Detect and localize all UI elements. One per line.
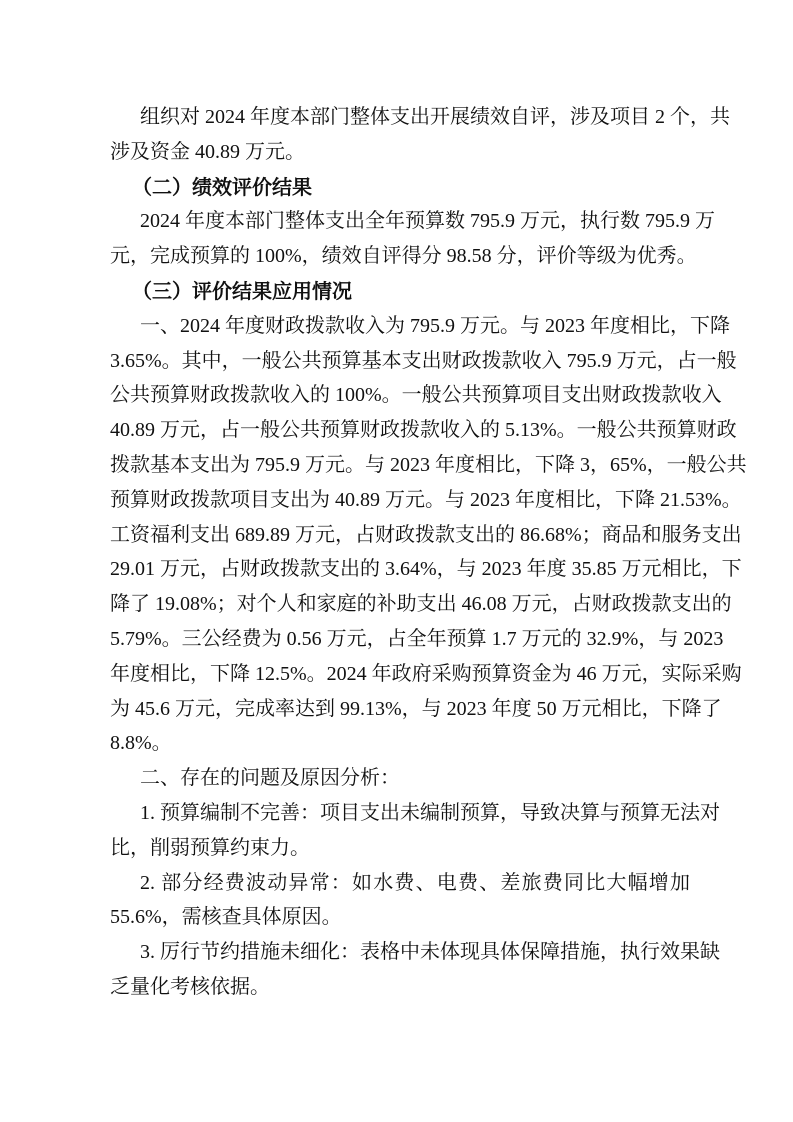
paragraph — [110, 204, 715, 274]
text-line: （三）评价结果应用情况 — [132, 278, 352, 303]
paragraph — [110, 100, 730, 170]
section-heading — [110, 170, 690, 205]
text-line: 8.8%。 — [110, 732, 172, 755]
text-line: 一、2024 年度财政拨款收入为 795.9 万元。与 2023 年度相比，下降 — [140, 314, 730, 337]
paragraph — [110, 866, 690, 936]
text-line: 组织对 2024 年度本部门整体支出开展绩效自评，涉及项目 2 个，共 — [140, 106, 730, 128]
text-line: 40.89 万元，占一般公共预算财政拨款收入的 5.13%。一般公共预算财政 — [110, 419, 737, 442]
text-line: 乏量化考核依据。 — [110, 975, 270, 998]
text-line: 拨款基本支出为 795.9 万元。与 2023 年度相比，下降 3，65%，一般公共 — [110, 453, 747, 476]
text-line: 为 45.6 万元，完成率达到 99.13%，与 2023 年度 50 万元相比，下降了 — [110, 697, 722, 720]
text-line: （二）绩效评价结果 — [132, 174, 312, 199]
paragraph — [110, 309, 747, 761]
text-line: 元，完成预算的 100%，绩效自评得分 98.58 分，评价等级为优秀。 — [110, 245, 697, 268]
text-line: 年度相比，下降 12.5%。2024 年政府采购预算资金为 46 万元，实际采购 — [110, 662, 742, 685]
text-line: 29.01 万元，占财政拨款支出的 3.64%，与 2023 年度 35.85 万元相比，下 — [110, 558, 742, 581]
text-line: 工资福利支出 689.89 万元，占财政拨款支出的 86.68%；商品和服务支出 — [110, 523, 742, 546]
text-line: 预算财政拨款项目支出为 40.89 万元。与 2023 年度相比，下降 21.53%。 — [110, 488, 742, 511]
text-line: 涉及资金 40.89 万元。 — [110, 140, 305, 163]
text-line: 1. 预算编制不完善：项目支出未编制预算，导致决算与预算无法对 — [140, 801, 720, 824]
text-line: 3.65%。其中，一般公共预算基本支出财政拨款收入 795.9 万元，占一般 — [110, 349, 737, 372]
text-line: 公共预算财政拨款收入的 100%。一般公共预算项目支出财政拨款收入 — [110, 384, 722, 407]
paragraph — [110, 761, 690, 796]
text-line: 2. 部分经费波动异常：如水费、电费、差旅费同比大幅增加 — [140, 871, 690, 894]
text-line: 5.79%。三公经费为 0.56 万元，占全年预算 1.7 万元的 32.9%，与 2023 — [110, 627, 724, 650]
document-page — [110, 100, 747, 1005]
text-line: 2024 年度本部门整体支出全年预算数 795.9 万元，执行数 795.9 万 — [140, 210, 715, 233]
text-line: 比，削弱预算约束力。 — [110, 836, 310, 859]
text-line: 降了 19.08%；对个人和家庭的补助支出 46.08 万元，占财政拨款支出的 — [110, 593, 732, 616]
paragraph — [110, 935, 720, 1005]
text-line: 二、存在的问题及原因分析： — [140, 767, 400, 790]
text-line: 55.6%，需核查具体原因。 — [110, 906, 342, 929]
text-line: 3. 厉行节约措施未细化：表格中未体现具体保障措施，执行效果缺 — [140, 941, 720, 964]
section-heading — [110, 274, 690, 309]
paragraph — [110, 796, 720, 866]
